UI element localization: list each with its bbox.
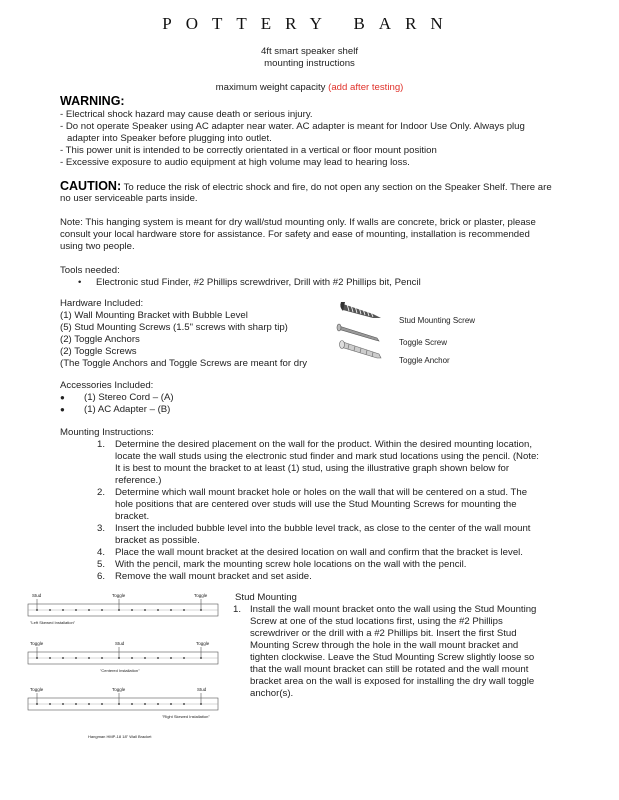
diagram-label: Stud bbox=[115, 641, 125, 646]
stud-step-number: 1. bbox=[233, 604, 242, 615]
step-number: 3. bbox=[97, 523, 106, 534]
diagram-caption: "Right Skewed Installation" bbox=[162, 714, 210, 719]
diagram-label: Toggle bbox=[196, 641, 210, 646]
title-line-1: 4ft smart speaker shelf bbox=[260, 46, 359, 57]
capacity-label: maximum weight capacity bbox=[215, 82, 326, 93]
hardware-item: (1) Wall Mounting Bracket with Bubble Level bbox=[60, 310, 248, 321]
note-line: consult your local hardware store for assistance. For safety and ease of mounting, installation is recommended bbox=[60, 229, 530, 240]
step-line: Insert the included bubble level into the bubble level track, as close to the center of the wall mount bbox=[115, 523, 531, 534]
diagram-row-centered bbox=[28, 641, 218, 673]
label-stud-screw: Stud Mounting Screw bbox=[399, 316, 476, 325]
accessory-bullet: ● bbox=[60, 405, 65, 414]
stud-screw-icon bbox=[340, 302, 381, 318]
toggle-screw-icon bbox=[337, 324, 379, 341]
warning-line: - Excessive exposure to audio equipment at high volume may lead to hearing loss. bbox=[60, 157, 410, 168]
warning-line: - Electrical shock hazard may cause death or serious injury. bbox=[60, 109, 313, 120]
step-line: locate the wall studs using the electronic stud finder and mark stud locations using the pencil. (Note: bbox=[115, 451, 539, 462]
warning-heading: WARNING: bbox=[60, 94, 125, 108]
capacity-note: (add after testing) bbox=[328, 82, 404, 93]
accessory-bullet: ● bbox=[60, 393, 65, 402]
step-number: 1. bbox=[97, 439, 106, 450]
stud-line: Screw at one of the stud locations first, using the #2 Phillips bbox=[250, 616, 503, 627]
hardware-item: (2) Toggle Screws bbox=[60, 346, 137, 357]
tools-item: Electronic stud Finder, #2 Phillips screwdriver, Drill with #2 Phillips bit, Pencil bbox=[96, 277, 421, 288]
stud-line: Mounting Screw through the hole in the wall mount bracket and bbox=[250, 640, 519, 651]
stud-heading: Stud Mounting bbox=[235, 592, 297, 603]
stud-line: Install the wall mount bracket onto the wall using the Stud Mounting bbox=[250, 604, 537, 615]
accessories-heading: Accessories Included: bbox=[60, 380, 154, 391]
step-line: bracket as possible. bbox=[115, 535, 200, 546]
diagram-label: Stud bbox=[32, 593, 42, 598]
diagram-label: Toggle bbox=[30, 687, 44, 692]
hardware-item: (The Toggle Anchors and Toggle Screws are meant for dry bbox=[60, 358, 308, 369]
accessory-item: (1) Stereo Cord – (A) bbox=[84, 392, 174, 403]
hardware-heading: Hardware Included: bbox=[60, 298, 144, 309]
step-number: 2. bbox=[97, 487, 106, 498]
step-line: Remove the wall mount bracket and set aside. bbox=[115, 571, 312, 582]
hardware-item: (2) Toggle Anchors bbox=[60, 334, 140, 345]
warning-line: - This power unit is intended to be correctly orientated in a vertical or floor mount position bbox=[60, 145, 437, 156]
tools-bullet: • bbox=[78, 277, 82, 288]
diagram-label: Toggle bbox=[30, 641, 44, 646]
title-line-2: mounting instructions bbox=[264, 58, 355, 69]
step-number: 5. bbox=[97, 559, 106, 570]
caution-line-1 bbox=[60, 180, 552, 194]
step-line: hole positions that are centered over studs will use the Stud Mounting Screws for mounting the bbox=[115, 499, 517, 510]
capacity-line bbox=[0, 82, 619, 94]
stud-line: that the wall mount bracket can still be rotated and the wall mount bbox=[250, 664, 529, 675]
diagram-label: Toggle bbox=[194, 593, 208, 598]
diagram-label: Toggle bbox=[112, 687, 126, 692]
step-line: With the pencil, mark the mounting screw hole locations on the wall with the pencil. bbox=[115, 559, 467, 570]
step-line: Place the wall mount bracket at the desired location on wall and confirm that the bracket is level. bbox=[115, 547, 523, 558]
hardware-item: (5) Stud Mounting Screws (1.5" screws with sharp tip) bbox=[60, 322, 288, 333]
bracket-diagram bbox=[26, 590, 222, 740]
step-line: bracket. bbox=[115, 511, 150, 522]
label-toggle-screw: Toggle Screw bbox=[399, 338, 448, 347]
step-line: Determine which wall mount bracket hole or holes on the wall that will be centered on a stud. The bbox=[115, 487, 528, 498]
brand-logo: POTTERY BARN bbox=[162, 14, 457, 33]
caution-line-2: no user serviceable parts inside. bbox=[60, 193, 198, 204]
tools-heading: Tools needed: bbox=[60, 265, 120, 276]
warning-line: - Do not operate Speaker using AC adapter near water. AC adapter is meant for Indoor Use Only. Always plug bbox=[60, 121, 525, 132]
accessory-item: (1) AC Adapter – (B) bbox=[84, 404, 171, 415]
diagram-caption: "Left Skewed Installation" bbox=[30, 620, 76, 625]
toggle-anchor-icon bbox=[340, 341, 382, 359]
caution-heading: CAUTION: bbox=[60, 179, 122, 193]
diagram-row-right-skewed bbox=[28, 687, 218, 719]
step-line: It is best to mount the bracket to at least (1) stud, using the illustrative graph shown below for bbox=[115, 463, 510, 474]
caution-text: To reduce the risk of electric shock and fire, do not open any section on the Speaker Shelf. There are bbox=[123, 182, 552, 193]
diagram-caption: "Centered Installation" bbox=[100, 668, 140, 673]
note-line: using two people. bbox=[60, 241, 135, 252]
stud-line: anchor(s). bbox=[250, 688, 294, 699]
hardware-illustration bbox=[335, 298, 405, 370]
warning-line: adapter into Speaker before plugging into outlet. bbox=[67, 133, 272, 144]
step-line: reference.) bbox=[115, 475, 162, 486]
stud-line: bracket area on the wall is exposed for installing the dry wall toggle bbox=[250, 676, 535, 687]
step-number: 6. bbox=[97, 571, 106, 582]
mounting-heading: Mounting Instructions: bbox=[60, 427, 154, 438]
stud-line: screwdriver or the drill with a #2 Phillips bit. Insert the first Stud bbox=[250, 628, 517, 639]
diagram-label: Toggle bbox=[112, 593, 126, 598]
step-line: Determine the desired placement on the wall for the product. Within the desired mounting location, bbox=[115, 439, 533, 450]
diagram-label: Stud bbox=[197, 687, 207, 692]
note-line: Note: This hanging system is meant for dry wall/stud mounting only. If walls are concrete, brick or plaster, please bbox=[60, 217, 536, 228]
step-number: 4. bbox=[97, 547, 106, 558]
diagram-row-left-skewed bbox=[28, 593, 218, 625]
label-toggle-anchor: Toggle Anchor bbox=[399, 356, 450, 365]
diagram-footer: Hangman HMP-18 18" Wall Bracket bbox=[88, 734, 152, 739]
stud-line: tighten clockwise. Leave the Stud Mounting Screw slightly loose so bbox=[250, 652, 535, 663]
